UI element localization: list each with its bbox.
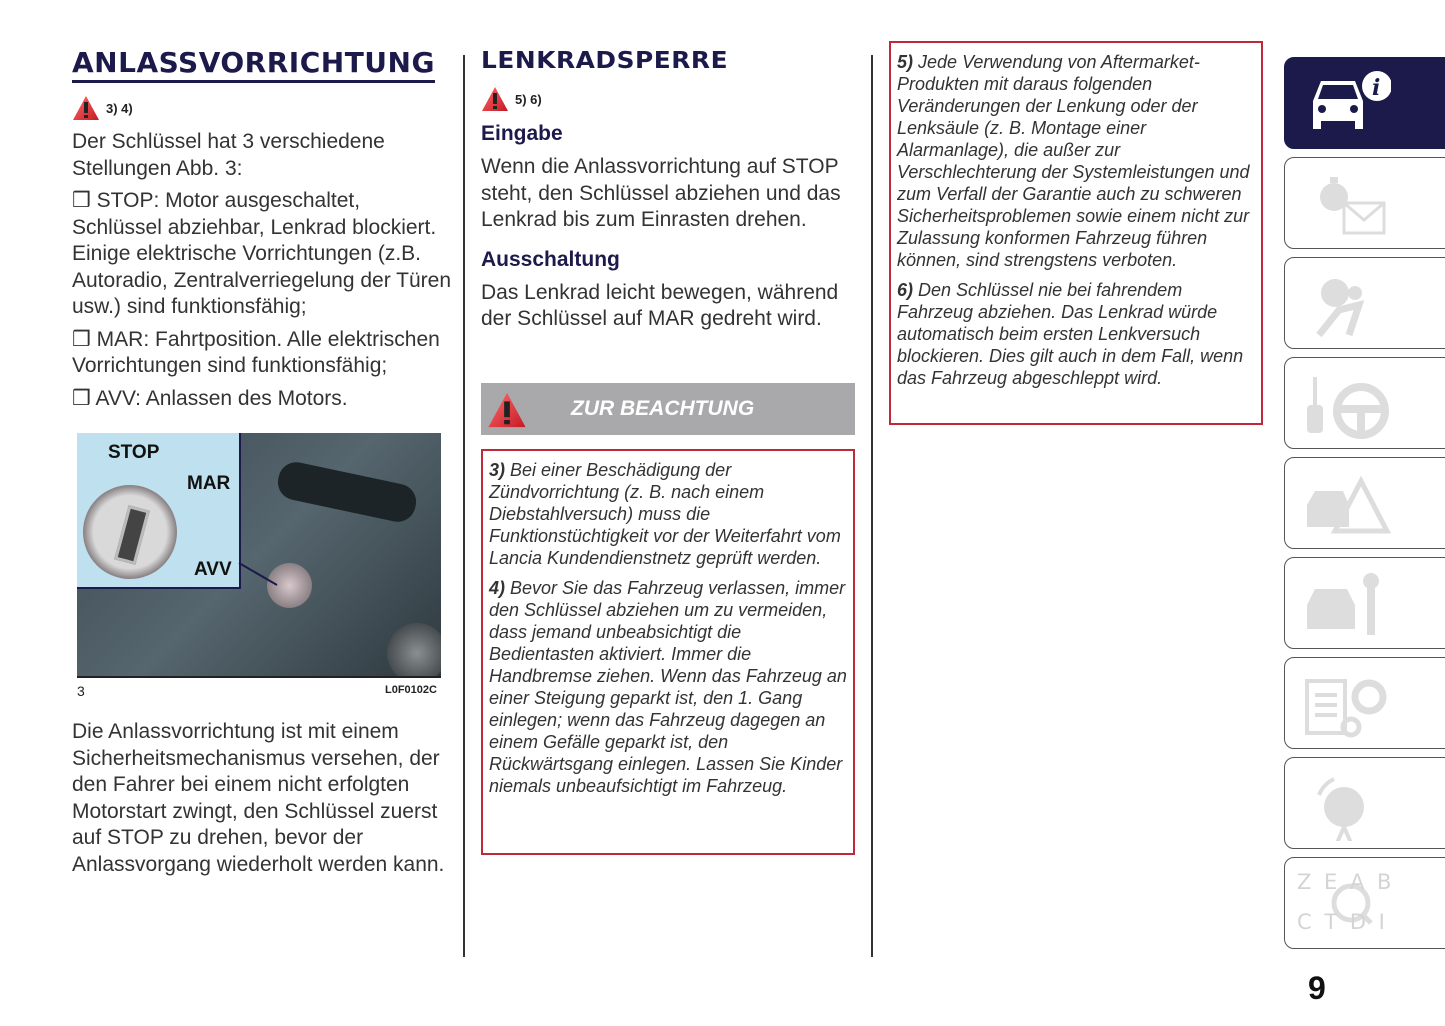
- column-lenkradsperre: [481, 48, 855, 333]
- car-warning-triangle-icon: [1299, 465, 1391, 541]
- chapter-tab-index[interactable]: [1284, 857, 1445, 949]
- page-number: 9: [1308, 970, 1326, 1006]
- column-anlassvorrichtung: [72, 46, 452, 418]
- key-steering-wheel-icon: [1299, 365, 1391, 441]
- note-text: Jede Verwendung von Aftermarket-Produkten mit daraus folgenden Veränderungen der Lenkung oder der Lenksäule (z. B. Montage einer Alarmanlage), die außer zur Verschlechterung der Systemleistungen und zum Verfall der Garantie auch zu schweren Sicherheitsproblemen sowie einem nicht zur Zulassung konformen Fahrzeug führen können, sind strengstens verboten.: [897, 52, 1250, 270]
- label-avv: AVV: [194, 559, 232, 580]
- paragraph: Der Schlüssel hat 3 verschiedene Stellungen Abb. 3:: [72, 130, 385, 180]
- note-6: [897, 279, 1255, 389]
- warning-reference: [481, 86, 855, 112]
- chapter-tab-starting[interactable]: [1284, 357, 1445, 449]
- svg-text:i: i: [1372, 75, 1381, 101]
- warning-reference: [72, 95, 452, 121]
- caution-notes-box: [481, 449, 855, 855]
- note-number: 5): [897, 52, 914, 72]
- warning-triangle-icon: [487, 391, 527, 429]
- subheading-ausschaltung: Ausschaltung: [481, 247, 620, 271]
- chapter-tab-vehicle-info[interactable]: [1284, 57, 1445, 149]
- note-text: Den Schlüssel nie bei fahrendem Fahrzeug abziehen. Das Lenkrad würde automatisch beim ersten Lenkversuch blockieren. Dies gilt auch in dem Fall, wenn das Fahrzeug abgeschleppt wird.: [897, 280, 1244, 388]
- section-title: ANLASSVORRICHTUNG: [72, 46, 435, 83]
- note-number: 3): [489, 460, 506, 480]
- paragraph: Wenn die Anlassvorrichtung auf STOP steht, den Schlüssel abziehen und das Lenkrad bis zum Einrasten drehen.: [481, 155, 841, 231]
- warning-triangle-icon: [481, 86, 509, 112]
- chapter-tab-dashboard[interactable]: [1284, 157, 1445, 249]
- warning-light-message-icon: [1299, 165, 1391, 241]
- index-letters: Z E A B C T D I: [1297, 870, 1393, 934]
- column-divider: [871, 55, 873, 957]
- note-4: [489, 577, 847, 797]
- note-5: [897, 51, 1255, 271]
- chapter-tab-technical-data[interactable]: [1284, 657, 1445, 749]
- warning-refs: 5) 6): [515, 91, 542, 107]
- chapter-tab-safety[interactable]: [1284, 257, 1445, 349]
- chapter-tab-multimedia[interactable]: [1284, 757, 1445, 849]
- note-3: [489, 459, 847, 569]
- list-item-avv: ❒ AVV: Anlassen des Motors.: [72, 386, 348, 410]
- closing-paragraph: Die Anlassvorrichtung ist mit einem Sicherheitsmechanismus versehen, der den Fahrer bei einem nicht erfolgten Motorstart zwingt, den Schlüssel zuerst auf STOP zu drehen, bevor der Anlassvorgang wiederholt werden kann.: [72, 720, 445, 876]
- airbag-seatbelt-icon: [1299, 265, 1391, 341]
- section-title: LENKRADSPERRE: [481, 48, 729, 74]
- list-item-mar: ❒ MAR: Fahrtposition. Alle elektrischen Vorrichtungen sind funktionsfähig;: [72, 327, 440, 377]
- caution-banner-title: ZUR BEACHTUNG: [571, 397, 755, 420]
- note-text: Bei einer Beschädigung der Zündvorrichtung (z. B. nach einem Diebstahlversuch) muss die Funktionstüchtigkeit vor der Weiterfahrt vom Lancia Kundendienstnetz geprüft werden.: [489, 460, 841, 568]
- figure-code: L0F0102C: [385, 684, 437, 696]
- warning-refs: 3) 4): [106, 100, 133, 116]
- body-text: [72, 129, 452, 412]
- car-info-icon: [1299, 65, 1391, 141]
- continued-notes-box: [889, 41, 1263, 425]
- label-mar: MAR: [187, 473, 231, 494]
- multimedia-icon: [1299, 765, 1391, 841]
- specs-gear-icon: [1299, 665, 1391, 741]
- car-wrench-icon: [1299, 565, 1391, 641]
- chapter-tab-emergency[interactable]: [1284, 457, 1445, 549]
- figure-number: 3: [77, 683, 85, 699]
- column-divider: [463, 55, 465, 957]
- caution-banner: [481, 383, 855, 435]
- chapter-tab-maintenance[interactable]: [1284, 557, 1445, 649]
- label-stop: STOP: [108, 442, 160, 463]
- note-number: 4): [489, 578, 506, 598]
- ignition-figure: [77, 433, 441, 678]
- note-text: Bevor Sie das Fahrzeug verlassen, immer den Schlüssel abziehen um zu vermeiden, dass jemand unbeabsichtigt die Bedientasten aktiviert. Immer die Handbremse ziehen. Wenn das Fahrzeug an einer Steigung geparkt ist, den 1. Gang einlegen; wenn das Fahrzeug dagegen an einem Gefälle geparkt ist, den Rückwärtsgang einlegen. Lassen Sie Kinder niemals unbeaufsichtigt im Fahrzeug.: [489, 578, 847, 796]
- list-item-stop: ❒ STOP: Motor ausgeschaltet, Schlüssel abziehbar, Lenkrad blockiert. Einige elektrische Vorrichtungen (z.B. Autoradio, Zentralverriegelung der Türen usw.) sind funktionsfähig;: [72, 189, 451, 318]
- warning-triangle-icon: [72, 95, 100, 121]
- paragraph: Das Lenkrad leicht bewegen, während der Schlüssel auf MAR gedreht wird.: [481, 280, 839, 330]
- subheading-eingabe: Eingabe: [481, 122, 563, 145]
- note-number: 6): [897, 280, 914, 300]
